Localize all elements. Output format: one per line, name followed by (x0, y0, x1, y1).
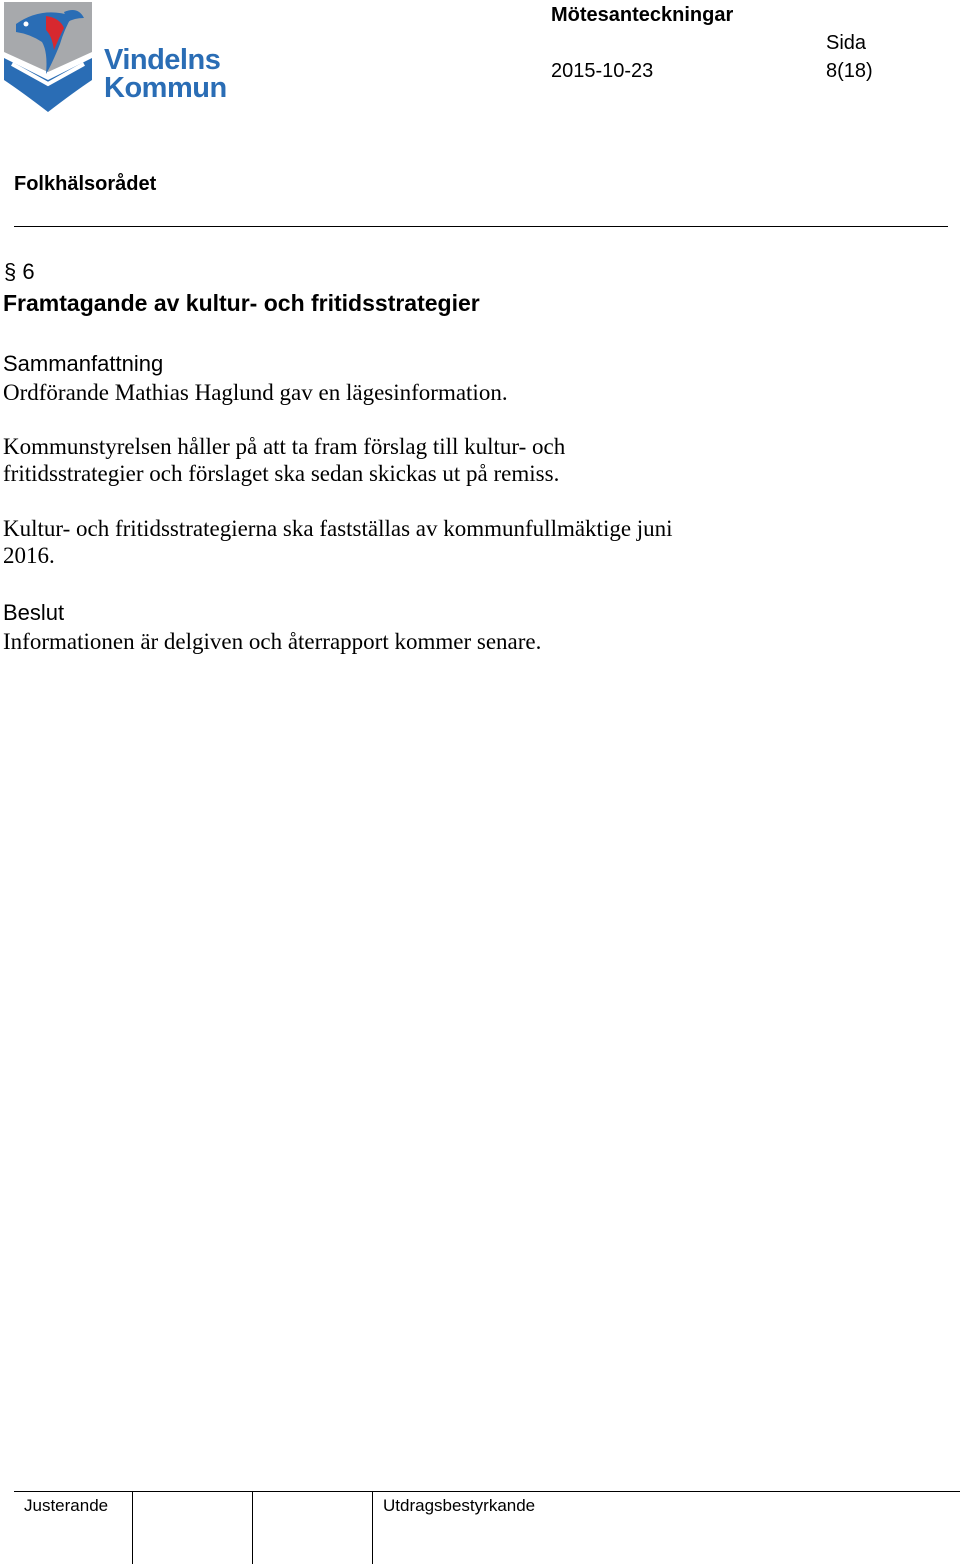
logo-text-line2: Kommun (104, 72, 227, 104)
decision-heading: Beslut (3, 600, 65, 625)
logo-text-line1: Vindelns (104, 44, 221, 76)
adjuster-signature-label: Justerande (24, 1496, 109, 1515)
decision-text: Informationen är delgiven och återrapport kommer senare. (3, 629, 542, 654)
paragraph-number: § 6 (4, 259, 35, 284)
section-title: Framtagande av kultur- och fritidsstrategier (3, 290, 480, 316)
committee-name: Folkhälsorådet (14, 173, 157, 195)
meeting-date: 2015-10-23 (551, 60, 654, 82)
paragraph-1-line-1: Kommunstyrelsen håller på att ta fram förslag till kultur- och (3, 434, 566, 459)
header-divider (14, 226, 948, 227)
page-number: 8(18) (826, 60, 873, 82)
footer-top-rule-right (372, 1491, 960, 1492)
paragraph-2-line-2: 2016. (3, 543, 55, 568)
summary-heading: Sammanfattning (3, 351, 164, 376)
paragraph-1-line-2: fritidsstrategier och förslaget ska sedan skickas ut på remiss. (3, 461, 560, 486)
footer-top-rule-left (14, 1491, 372, 1492)
footer-divider-1 (132, 1491, 133, 1564)
page-label: Sida (826, 32, 867, 54)
excerpt-certification-label: Utdragsbestyrkande (383, 1496, 536, 1515)
summary-text: Ordförande Mathias Haglund gav en lägesinformation. (3, 380, 508, 405)
paragraph-2-line-1: Kultur- och fritidsstrategierna ska fastställas av kommunfullmäktige juni (3, 516, 673, 541)
footer-divider-3 (372, 1491, 373, 1564)
footer-divider-2 (252, 1491, 253, 1564)
municipal-shield-logo (2, 0, 94, 116)
document-type: Mötesanteckningar (551, 4, 734, 26)
